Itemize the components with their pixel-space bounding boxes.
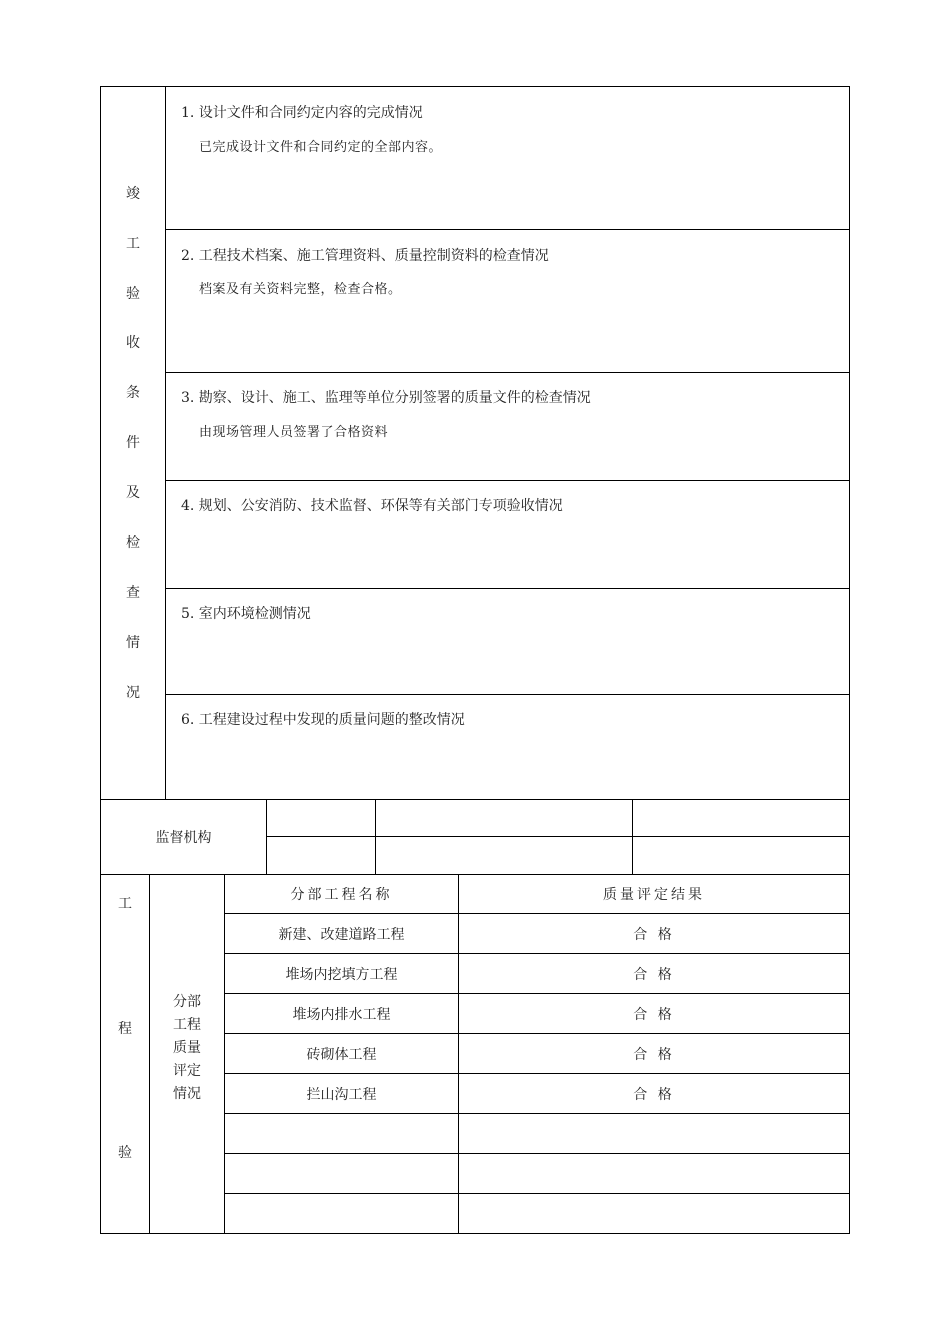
row-result: 合 格 (633, 1046, 675, 1063)
supervision-divider (632, 799, 633, 874)
supervision-divider (266, 799, 267, 874)
item-heading: 6. 工程建设过程中发现的质量问题的整改情况 (181, 712, 465, 728)
group-label-line: 工程 (173, 1017, 201, 1033)
side-char: 情 (126, 635, 140, 651)
item-separator (165, 480, 849, 481)
table-border-top (100, 86, 850, 87)
side-char: 查 (126, 585, 140, 601)
row-result (459, 1194, 849, 1233)
supervision-label: 监督机构 (155, 830, 212, 846)
side-char: 件 (126, 435, 140, 451)
side-char: 收 (126, 335, 140, 351)
item-heading: 2. 工程技术档案、施工管理资料、质量控制资料的检查情况 (181, 248, 549, 264)
item-heading: 4. 规划、公安消防、技术监督、环保等有关部门专项验收情况 (181, 498, 563, 514)
row-name: 堆场内挖填方工程 (285, 966, 398, 983)
group-label-line: 情况 (173, 1086, 201, 1102)
item-answer: 由现场管理人员签署了合格资料 (199, 425, 389, 440)
side-char: 竣 (126, 186, 140, 202)
side-char: 及 (126, 485, 140, 501)
side-char: 条 (126, 385, 140, 401)
item-separator (165, 588, 849, 589)
table-border-right (849, 86, 850, 1234)
item-heading: 5. 室内环境检测情况 (181, 606, 311, 622)
side-char: 工 (118, 896, 132, 912)
supervision-divider (375, 799, 376, 874)
item-separator (165, 694, 849, 695)
row-result: 合 格 (633, 926, 675, 943)
row-result: 合 格 (633, 1086, 675, 1103)
item-separator (165, 229, 849, 230)
item-heading: 3. 勘察、设计、施工、监理等单位分别签署的质量文件的检查情况 (181, 390, 591, 406)
row-name: 新建、改建道路工程 (278, 926, 405, 943)
row-name (225, 1194, 458, 1233)
row-name: 砖砌体工程 (306, 1046, 377, 1063)
row-name: 拦山沟工程 (306, 1086, 377, 1103)
table-border-bottom (100, 1233, 850, 1234)
item-answer: 档案及有关资料完整，检查合格。 (199, 282, 402, 297)
side-char: 程 (118, 1021, 132, 1037)
side-char: 况 (126, 685, 140, 701)
item-separator (165, 372, 849, 373)
supervision-mid-line (266, 836, 850, 837)
item-answer: 已完成设计文件和合同约定的全部内容。 (199, 140, 443, 155)
side-char: 验 (118, 1145, 132, 1161)
group-label-line: 评定 (173, 1063, 201, 1079)
item-heading: 1. 设计文件和合同约定内容的完成情况 (181, 105, 423, 121)
completion-divider (165, 86, 166, 799)
column-header-name: 分部工程名称 (290, 887, 393, 903)
row-name: 堆场内排水工程 (292, 1006, 391, 1023)
row-name (225, 1154, 458, 1193)
row-name (225, 1114, 458, 1153)
side-char: 工 (126, 236, 140, 252)
group-label-line: 质量 (173, 1040, 201, 1056)
row-result: 合 格 (633, 1006, 675, 1023)
column-header-result: 质量评定结果 (603, 887, 705, 903)
row-result: 合 格 (633, 966, 675, 983)
row-result (459, 1154, 849, 1193)
row-result (459, 1114, 849, 1153)
side-char: 检 (126, 535, 140, 551)
table-border-left (100, 86, 101, 1234)
side-char: 验 (126, 286, 140, 302)
quality-group-label (150, 991, 224, 1106)
group-label-line: 分部 (173, 994, 201, 1010)
